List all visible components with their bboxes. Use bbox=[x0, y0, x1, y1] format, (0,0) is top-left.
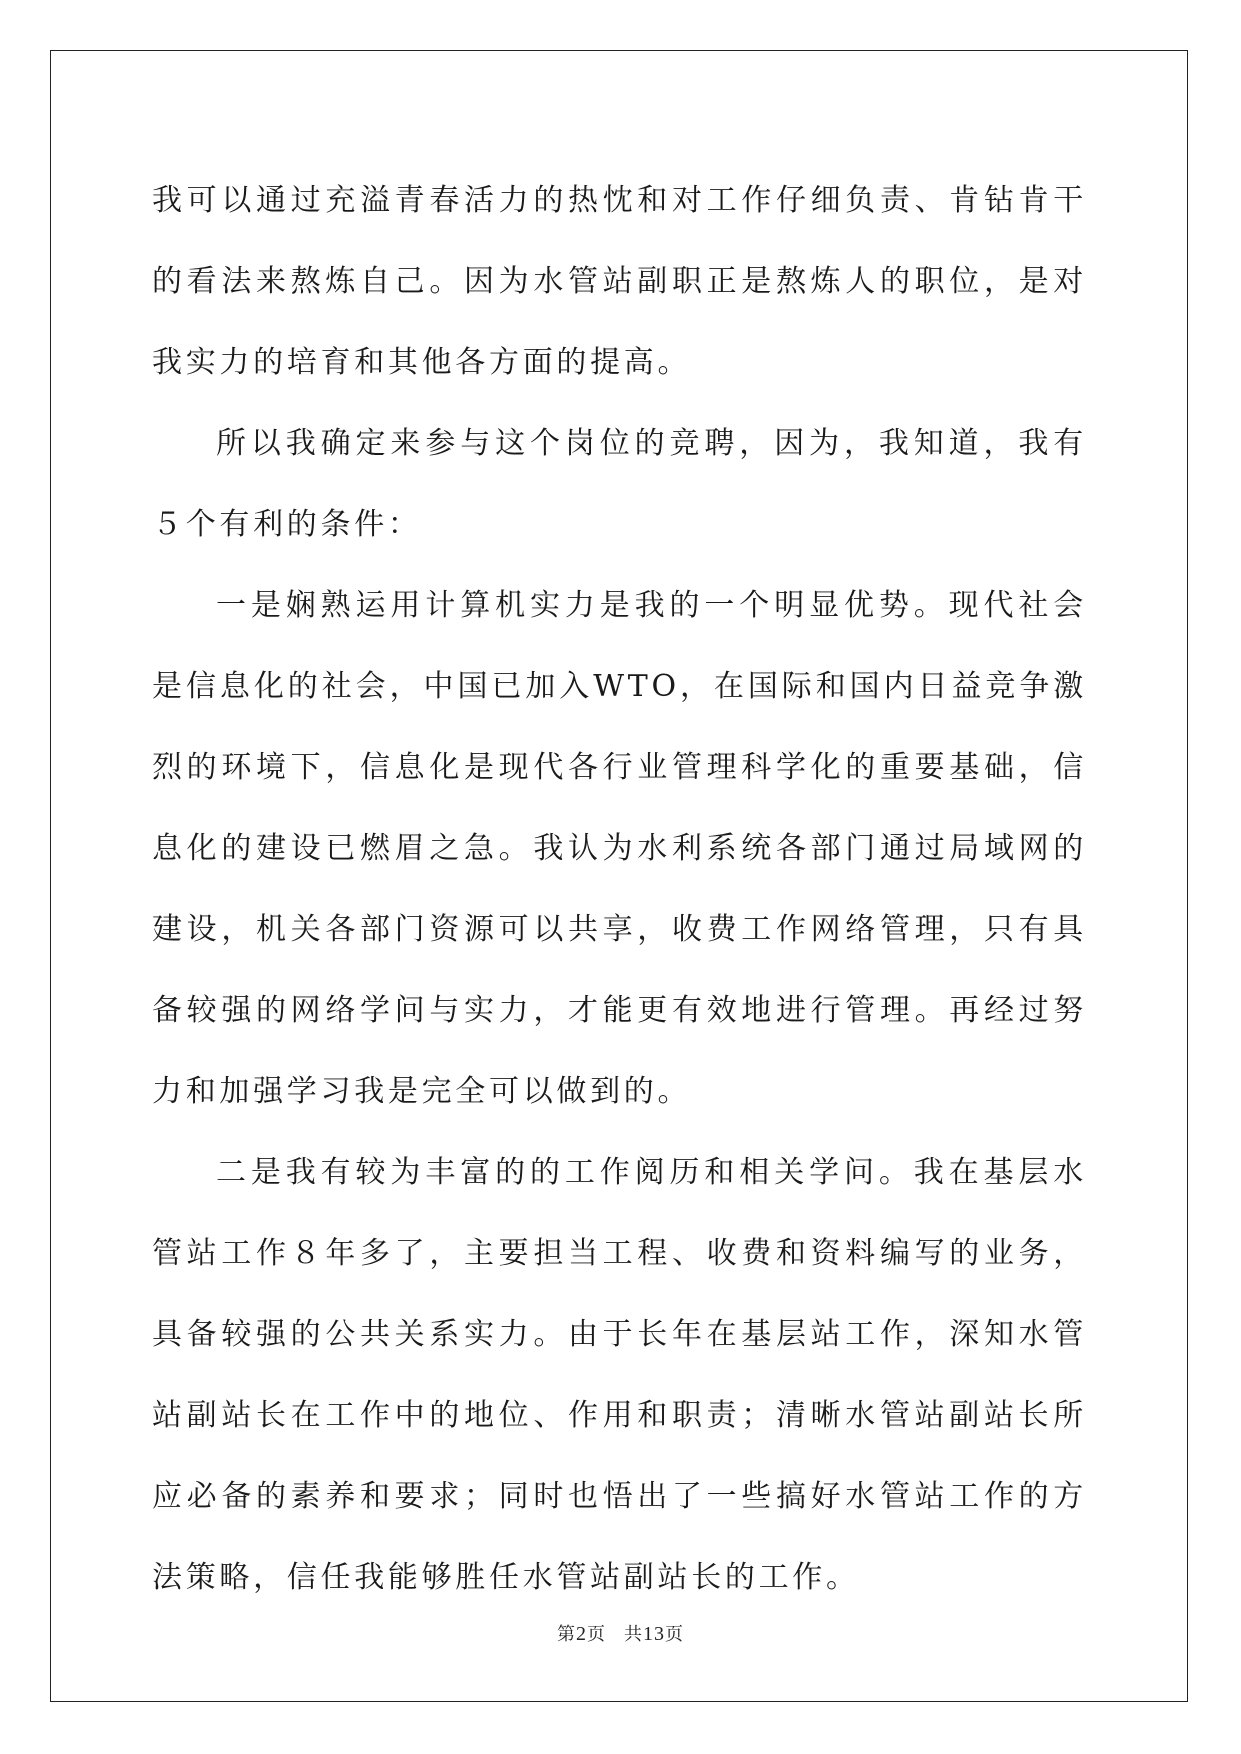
total-pages: 13 bbox=[643, 1623, 665, 1645]
page-prefix: 第 bbox=[557, 1624, 576, 1645]
total-prefix: 共 bbox=[624, 1624, 643, 1645]
paragraph-4: 二是我有较为丰富的的工作阅历和相关学问。我在基层水管站工作８年多了，主要担当工程、收费和资料编写的业务，具备较强的公共关系实力。由于长年在基层站工作，深知水管站副站长在工作中的地位、作用和职责；清晰水管站副站长所应必备的素养和要求；同时也悟出了一些搞好水管站工作的方法策略，信任我能够胜任水管站副站长的工作。 bbox=[152, 1155, 1087, 1595]
page-number: 2 bbox=[576, 1623, 587, 1645]
page-footer bbox=[0, 1620, 1241, 1646]
paragraph-2: 所以我确定来参与这个岗位的竞聘，因为，我知道，我有５个有利的条件： bbox=[152, 426, 1087, 542]
paragraph-1: 我可以通过充溢青春活力的热忱和对工作仔细负责、肯钻肯干的看法来熬炼自己。因为水管站副职正是熬炼人的职位，是对我实力的培育和其他各方面的提高。 bbox=[152, 183, 1087, 380]
total-suffix: 页 bbox=[665, 1624, 684, 1645]
page-suffix: 页 bbox=[587, 1624, 606, 1645]
document-body bbox=[152, 160, 1087, 1618]
paragraph-3: 一是娴熟运用计算机实力是我的一个明显优势。现代社会是信息化的社会，中国已加入WTO，在国际和国内日益竞争激烈的环境下，信息化是现代各行业管理科学化的重要基础，信息化的建设已燃眉之急。我认为水利系统各部门通过局域网的建设，机关各部门资源可以共享，收费工作网络管理，只有具备较强的网络学问与实力，才能更有效地进行管理。再经过努力和加强学习我是完全可以做到的。 bbox=[152, 588, 1087, 1109]
